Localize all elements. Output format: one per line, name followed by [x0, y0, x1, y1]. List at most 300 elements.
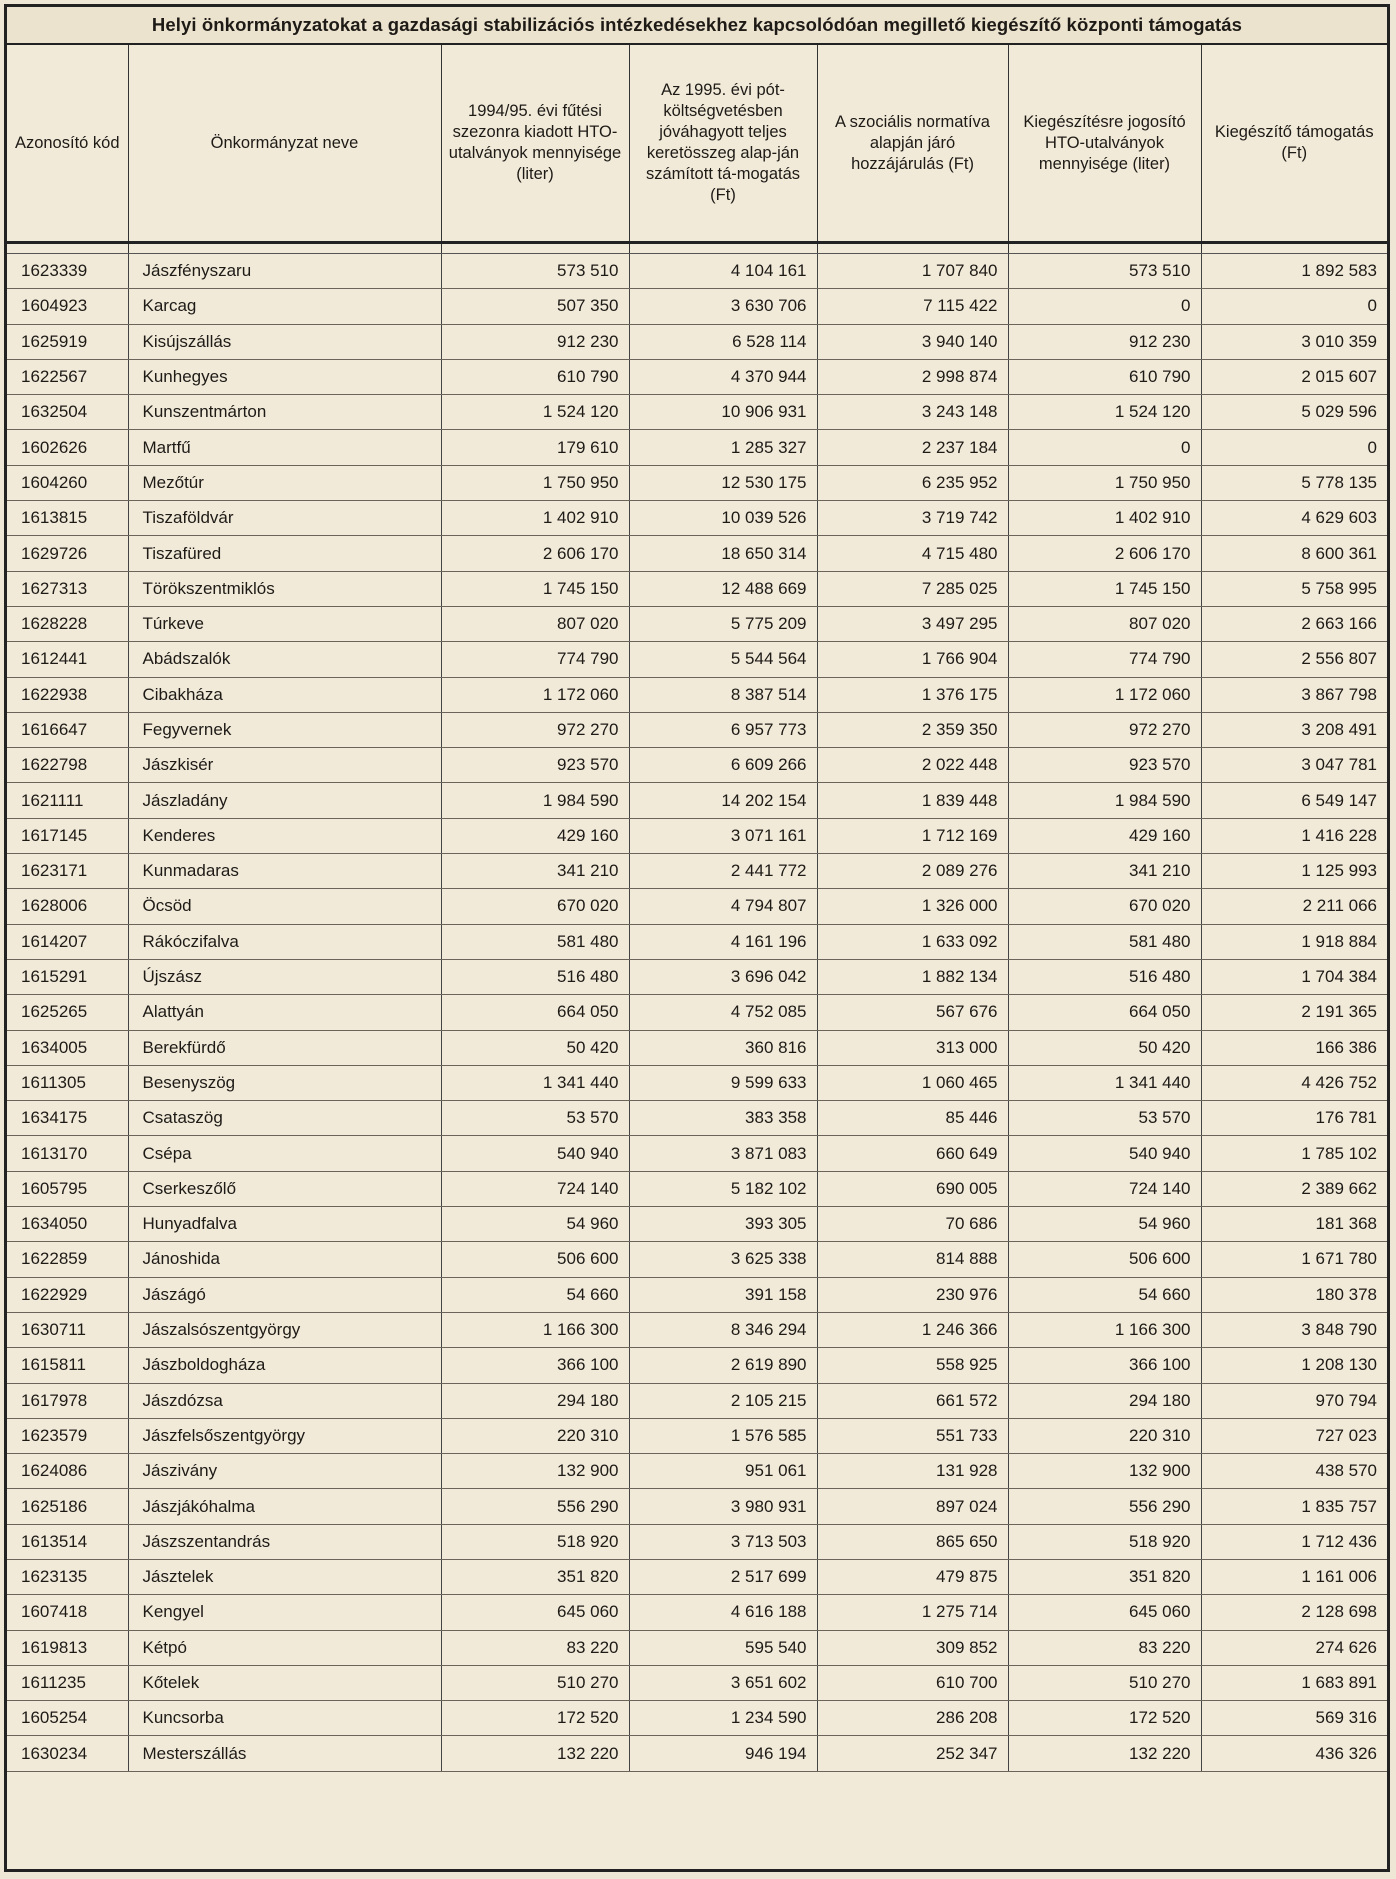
- cell-szocialis: 2 237 184: [817, 430, 1008, 465]
- cell-kiegeszito: 2 128 698: [1201, 1595, 1387, 1630]
- cell-jogosito-liter: 53 570: [1008, 1101, 1201, 1136]
- cell-name: Kuncsorba: [128, 1701, 441, 1736]
- cell-jogosito-liter: 774 790: [1008, 642, 1201, 677]
- cell-jogosito-liter: 341 210: [1008, 854, 1201, 889]
- cell-hto-liter: 807 020: [441, 606, 629, 641]
- cell-id: 1605795: [7, 1171, 128, 1206]
- cell-hto-liter: 670 020: [441, 889, 629, 924]
- cell-name: Mezőtúr: [128, 465, 441, 500]
- cell-name: Jászfényszaru: [128, 254, 441, 289]
- cell-kiegeszito: 3 010 359: [1201, 324, 1387, 359]
- cell-jogosito-liter: 1 750 950: [1008, 465, 1201, 500]
- cell-id: 1622929: [7, 1277, 128, 1312]
- cell-hto-liter: 556 290: [441, 1489, 629, 1524]
- table-row: [7, 1701, 1387, 1736]
- cell-id: 1623339: [7, 254, 128, 289]
- cell-hto-liter: 724 140: [441, 1171, 629, 1206]
- cell-kiegeszito: 2 015 607: [1201, 359, 1387, 394]
- cell-id: 1614207: [7, 924, 128, 959]
- cell-name: Újszász: [128, 959, 441, 994]
- cell-id: 1623579: [7, 1418, 128, 1453]
- cell-hto-liter: 573 510: [441, 254, 629, 289]
- cell-name: Kengyel: [128, 1595, 441, 1630]
- cell-kiegeszito: 1 918 884: [1201, 924, 1387, 959]
- cell-kiegeszito: 180 378: [1201, 1277, 1387, 1312]
- table-row: [7, 1418, 1387, 1453]
- cell-id: 1628228: [7, 606, 128, 641]
- cell-hto-liter: 132 900: [441, 1454, 629, 1489]
- cell-tamogatas: 383 358: [629, 1101, 817, 1136]
- cell-id: 1625919: [7, 324, 128, 359]
- cell-kiegeszito: 0: [1201, 430, 1387, 465]
- cell-name: Jászboldogháza: [128, 1348, 441, 1383]
- cell-id: 1611235: [7, 1665, 128, 1700]
- cell-kiegeszito: 438 570: [1201, 1454, 1387, 1489]
- cell-hto-liter: 540 940: [441, 1136, 629, 1171]
- cell-id: 1630711: [7, 1312, 128, 1347]
- cell-jogosito-liter: 1 745 150: [1008, 571, 1201, 606]
- cell-id: 1629726: [7, 536, 128, 571]
- cell-szocialis: 2 359 350: [817, 712, 1008, 747]
- cell-tamogatas: 5 544 564: [629, 642, 817, 677]
- cell-hto-liter: 132 220: [441, 1736, 629, 1771]
- cell-kiegeszito: 1 208 130: [1201, 1348, 1387, 1383]
- cell-tamogatas: 2 105 215: [629, 1383, 817, 1418]
- cell-name: Abádszalók: [128, 642, 441, 677]
- cell-name: Kőtelek: [128, 1665, 441, 1700]
- cell-szocialis: 3 497 295: [817, 606, 1008, 641]
- cell-id: 1624086: [7, 1454, 128, 1489]
- cell-szocialis: 1 275 714: [817, 1595, 1008, 1630]
- cell-szocialis: 814 888: [817, 1242, 1008, 1277]
- cell-jogosito-liter: 1 524 120: [1008, 395, 1201, 430]
- cell-jogosito-liter: 923 570: [1008, 748, 1201, 783]
- cell-kiegeszito: 3 047 781: [1201, 748, 1387, 783]
- cell-hto-liter: 1 984 590: [441, 783, 629, 818]
- cell-jogosito-liter: 518 920: [1008, 1524, 1201, 1559]
- cell-hto-liter: 610 790: [441, 359, 629, 394]
- table-row: [7, 818, 1387, 853]
- table-row: [7, 1489, 1387, 1524]
- cell-szocialis: 610 700: [817, 1665, 1008, 1700]
- table-row: [7, 1207, 1387, 1242]
- cell-kiegeszito: 6 549 147: [1201, 783, 1387, 818]
- cell-name: Kunszentmárton: [128, 395, 441, 430]
- cell-szocialis: 2 998 874: [817, 359, 1008, 394]
- header-kiegeszitesre-jogosito: Kiegészítésre jogosító HTO-utalványok mennyisége (liter): [1008, 45, 1201, 243]
- header-kiegeszito-tamogatas: Kiegészítő támogatás (Ft): [1201, 45, 1387, 243]
- table-row: [7, 395, 1387, 430]
- cell-jogosito-liter: 540 940: [1008, 1136, 1201, 1171]
- cell-hto-liter: 1 402 910: [441, 501, 629, 536]
- cell-hto-liter: 53 570: [441, 1101, 629, 1136]
- cell-jogosito-liter: 912 230: [1008, 324, 1201, 359]
- cell-kiegeszito: 1 683 891: [1201, 1665, 1387, 1700]
- cell-szocialis: 558 925: [817, 1348, 1008, 1383]
- cell-kiegeszito: 1 161 006: [1201, 1559, 1387, 1594]
- cell-kiegeszito: 4 629 603: [1201, 501, 1387, 536]
- cell-hto-liter: 507 350: [441, 289, 629, 324]
- cell-hto-liter: 972 270: [441, 712, 629, 747]
- cell-name: Berekfürdő: [128, 1030, 441, 1065]
- cell-kiegeszito: 1 671 780: [1201, 1242, 1387, 1277]
- cell-tamogatas: 3 071 161: [629, 818, 817, 853]
- cell-name: Kunmadaras: [128, 854, 441, 889]
- cell-kiegeszito: 5 778 135: [1201, 465, 1387, 500]
- cell-hto-liter: 664 050: [441, 995, 629, 1030]
- cell-name: Jászdózsa: [128, 1383, 441, 1418]
- cell-szocialis: 3 719 742: [817, 501, 1008, 536]
- cell-hto-liter: 510 270: [441, 1665, 629, 1700]
- cell-kiegeszito: 3 867 798: [1201, 677, 1387, 712]
- cell-hto-liter: 54 960: [441, 1207, 629, 1242]
- cell-tamogatas: 1 234 590: [629, 1701, 817, 1736]
- cell-tamogatas: 4 370 944: [629, 359, 817, 394]
- cell-id: 1607418: [7, 1595, 128, 1630]
- table-row: [7, 501, 1387, 536]
- table-row: [7, 1136, 1387, 1171]
- cell-kiegeszito: 1 125 993: [1201, 854, 1387, 889]
- cell-tamogatas: 10 906 931: [629, 395, 817, 430]
- data-table: [7, 45, 1387, 1772]
- table-row: [7, 1312, 1387, 1347]
- cell-szocialis: 1 376 175: [817, 677, 1008, 712]
- cell-tamogatas: 18 650 314: [629, 536, 817, 571]
- cell-jogosito-liter: 366 100: [1008, 1348, 1201, 1383]
- cell-id: 1621111: [7, 783, 128, 818]
- table-row: [7, 712, 1387, 747]
- table-row: [7, 1559, 1387, 1594]
- table-row: [7, 1242, 1387, 1277]
- cell-id: 1622938: [7, 677, 128, 712]
- table-row: [7, 1171, 1387, 1206]
- cell-hto-liter: 351 820: [441, 1559, 629, 1594]
- cell-id: 1612441: [7, 642, 128, 677]
- cell-jogosito-liter: 724 140: [1008, 1171, 1201, 1206]
- cell-kiegeszito: 1 712 436: [1201, 1524, 1387, 1559]
- cell-name: Hunyadfalva: [128, 1207, 441, 1242]
- cell-szocialis: 313 000: [817, 1030, 1008, 1065]
- cell-kiegeszito: 1 892 583: [1201, 254, 1387, 289]
- cell-kiegeszito: 436 326: [1201, 1736, 1387, 1771]
- table-row: [7, 1277, 1387, 1312]
- cell-id: 1632504: [7, 395, 128, 430]
- cell-szocialis: 2 089 276: [817, 854, 1008, 889]
- document-page: [4, 4, 1390, 1872]
- cell-hto-liter: 506 600: [441, 1242, 629, 1277]
- cell-jogosito-liter: 2 606 170: [1008, 536, 1201, 571]
- table-row: [7, 1595, 1387, 1630]
- cell-hto-liter: 341 210: [441, 854, 629, 889]
- cell-tamogatas: 6 957 773: [629, 712, 817, 747]
- cell-szocialis: 85 446: [817, 1101, 1008, 1136]
- cell-szocialis: 7 115 422: [817, 289, 1008, 324]
- cell-szocialis: 1 882 134: [817, 959, 1008, 994]
- cell-jogosito-liter: 132 900: [1008, 1454, 1201, 1489]
- cell-name: Kenderes: [128, 818, 441, 853]
- table-row: [7, 254, 1387, 289]
- cell-jogosito-liter: 645 060: [1008, 1595, 1201, 1630]
- cell-name: Öcsöd: [128, 889, 441, 924]
- cell-hto-liter: 179 610: [441, 430, 629, 465]
- cell-tamogatas: 595 540: [629, 1630, 817, 1665]
- cell-kiegeszito: 3 848 790: [1201, 1312, 1387, 1347]
- cell-id: 1622798: [7, 748, 128, 783]
- cell-tamogatas: 4 794 807: [629, 889, 817, 924]
- cell-id: 1634050: [7, 1207, 128, 1242]
- cell-tamogatas: 4 752 085: [629, 995, 817, 1030]
- cell-name: Kétpó: [128, 1630, 441, 1665]
- cell-szocialis: 1 707 840: [817, 254, 1008, 289]
- cell-id: 1617978: [7, 1383, 128, 1418]
- cell-jogosito-liter: 1 166 300: [1008, 1312, 1201, 1347]
- cell-jogosito-liter: 1 341 440: [1008, 1065, 1201, 1100]
- cell-szocialis: 3 940 140: [817, 324, 1008, 359]
- cell-name: Karcag: [128, 289, 441, 324]
- cell-id: 1611305: [7, 1065, 128, 1100]
- table-row: [7, 571, 1387, 606]
- cell-id: 1622859: [7, 1242, 128, 1277]
- cell-szocialis: 70 686: [817, 1207, 1008, 1242]
- cell-jogosito-liter: 1 172 060: [1008, 677, 1201, 712]
- table-row: [7, 748, 1387, 783]
- cell-id: 1623171: [7, 854, 128, 889]
- cell-jogosito-liter: 132 220: [1008, 1736, 1201, 1771]
- cell-szocialis: 567 676: [817, 995, 1008, 1030]
- cell-jogosito-liter: 54 660: [1008, 1277, 1201, 1312]
- cell-szocialis: 3 243 148: [817, 395, 1008, 430]
- cell-kiegeszito: 2 211 066: [1201, 889, 1387, 924]
- cell-tamogatas: 9 599 633: [629, 1065, 817, 1100]
- cell-tamogatas: 391 158: [629, 1277, 817, 1312]
- cell-hto-liter: 774 790: [441, 642, 629, 677]
- cell-szocialis: 865 650: [817, 1524, 1008, 1559]
- table-row: [7, 1524, 1387, 1559]
- table-row: [7, 924, 1387, 959]
- cell-tamogatas: 3 871 083: [629, 1136, 817, 1171]
- cell-tamogatas: 8 346 294: [629, 1312, 817, 1347]
- table-row: [7, 1030, 1387, 1065]
- cell-hto-liter: 645 060: [441, 1595, 629, 1630]
- table-header: [7, 45, 1387, 243]
- cell-szocialis: 1 633 092: [817, 924, 1008, 959]
- table-row: [7, 430, 1387, 465]
- table-body: [7, 254, 1387, 1772]
- cell-name: Jászladány: [128, 783, 441, 818]
- table-row: [7, 889, 1387, 924]
- cell-kiegeszito: 8 600 361: [1201, 536, 1387, 571]
- cell-szocialis: 7 285 025: [817, 571, 1008, 606]
- cell-jogosito-liter: 610 790: [1008, 359, 1201, 394]
- cell-kiegeszito: 1 785 102: [1201, 1136, 1387, 1171]
- cell-name: Martfű: [128, 430, 441, 465]
- cell-id: 1630234: [7, 1736, 128, 1771]
- cell-tamogatas: 3 980 931: [629, 1489, 817, 1524]
- cell-jogosito-liter: 510 270: [1008, 1665, 1201, 1700]
- cell-id: 1605254: [7, 1701, 128, 1736]
- cell-szocialis: 661 572: [817, 1383, 1008, 1418]
- cell-kiegeszito: 274 626: [1201, 1630, 1387, 1665]
- cell-jogosito-liter: 670 020: [1008, 889, 1201, 924]
- cell-name: Rákóczifalva: [128, 924, 441, 959]
- cell-hto-liter: 172 520: [441, 1701, 629, 1736]
- cell-id: 1602626: [7, 430, 128, 465]
- cell-name: Csataszög: [128, 1101, 441, 1136]
- cell-tamogatas: 2 517 699: [629, 1559, 817, 1594]
- cell-szocialis: 1 712 169: [817, 818, 1008, 853]
- cell-kiegeszito: 4 426 752: [1201, 1065, 1387, 1100]
- cell-jogosito-liter: 351 820: [1008, 1559, 1201, 1594]
- cell-jogosito-liter: 1 402 910: [1008, 501, 1201, 536]
- cell-szocialis: 479 875: [817, 1559, 1008, 1594]
- cell-kiegeszito: 1 835 757: [1201, 1489, 1387, 1524]
- cell-id: 1622567: [7, 359, 128, 394]
- cell-szocialis: 230 976: [817, 1277, 1008, 1312]
- cell-jogosito-liter: 573 510: [1008, 254, 1201, 289]
- table-row: [7, 324, 1387, 359]
- cell-kiegeszito: 181 368: [1201, 1207, 1387, 1242]
- header-szocialis-hozzajarulas: A szociális normatíva alapján járó hozzájárulás (Ft): [817, 45, 1008, 243]
- cell-id: 1634175: [7, 1101, 128, 1136]
- cell-name: Jászágó: [128, 1277, 441, 1312]
- cell-kiegeszito: 176 781: [1201, 1101, 1387, 1136]
- cell-name: Jászivány: [128, 1454, 441, 1489]
- cell-hto-liter: 429 160: [441, 818, 629, 853]
- cell-jogosito-liter: 0: [1008, 430, 1201, 465]
- cell-tamogatas: 6 609 266: [629, 748, 817, 783]
- cell-kiegeszito: 2 556 807: [1201, 642, 1387, 677]
- cell-kiegeszito: 2 663 166: [1201, 606, 1387, 641]
- cell-kiegeszito: 5 029 596: [1201, 395, 1387, 430]
- cell-hto-liter: 50 420: [441, 1030, 629, 1065]
- cell-jogosito-liter: 294 180: [1008, 1383, 1201, 1418]
- table-row: [7, 854, 1387, 889]
- table-row: [7, 995, 1387, 1030]
- cell-hto-liter: 516 480: [441, 959, 629, 994]
- cell-kiegeszito: 1 416 228: [1201, 818, 1387, 853]
- cell-name: Jánoshida: [128, 1242, 441, 1277]
- cell-kiegeszito: 166 386: [1201, 1030, 1387, 1065]
- header-gap: [7, 243, 1387, 254]
- cell-jogosito-liter: 0: [1008, 289, 1201, 324]
- cell-szocialis: 551 733: [817, 1418, 1008, 1453]
- cell-tamogatas: 10 039 526: [629, 501, 817, 536]
- cell-jogosito-liter: 506 600: [1008, 1242, 1201, 1277]
- cell-id: 1617145: [7, 818, 128, 853]
- cell-szocialis: 660 649: [817, 1136, 1008, 1171]
- cell-name: Jászkisér: [128, 748, 441, 783]
- cell-id: 1615811: [7, 1348, 128, 1383]
- cell-jogosito-liter: 807 020: [1008, 606, 1201, 641]
- cell-id: 1613815: [7, 501, 128, 536]
- cell-jogosito-liter: 429 160: [1008, 818, 1201, 853]
- cell-szocialis: 252 347: [817, 1736, 1008, 1771]
- cell-szocialis: 131 928: [817, 1454, 1008, 1489]
- cell-name: Tiszafüred: [128, 536, 441, 571]
- cell-id: 1623135: [7, 1559, 128, 1594]
- cell-kiegeszito: 5 758 995: [1201, 571, 1387, 606]
- cell-hto-liter: 54 660: [441, 1277, 629, 1312]
- cell-kiegeszito: 1 704 384: [1201, 959, 1387, 994]
- cell-jogosito-liter: 556 290: [1008, 1489, 1201, 1524]
- cell-name: Mesterszállás: [128, 1736, 441, 1771]
- header-azonosito-kod: Azonosító kód: [7, 45, 128, 243]
- cell-tamogatas: 5 182 102: [629, 1171, 817, 1206]
- cell-hto-liter: 220 310: [441, 1418, 629, 1453]
- cell-name: Kisújszállás: [128, 324, 441, 359]
- header-hto-mennyiseg: 1994/95. évi fűtési szezonra kiadott HTO-utalványok mennyisége (liter): [441, 45, 629, 243]
- cell-tamogatas: 3 713 503: [629, 1524, 817, 1559]
- cell-jogosito-liter: 220 310: [1008, 1418, 1201, 1453]
- cell-jogosito-liter: 50 420: [1008, 1030, 1201, 1065]
- cell-id: 1616647: [7, 712, 128, 747]
- cell-jogosito-liter: 172 520: [1008, 1701, 1201, 1736]
- cell-tamogatas: 4 616 188: [629, 1595, 817, 1630]
- cell-szocialis: 1 246 366: [817, 1312, 1008, 1347]
- cell-hto-liter: 581 480: [441, 924, 629, 959]
- cell-hto-liter: 923 570: [441, 748, 629, 783]
- cell-hto-liter: 2 606 170: [441, 536, 629, 571]
- cell-name: Fegyvernek: [128, 712, 441, 747]
- cell-szocialis: 1 060 465: [817, 1065, 1008, 1100]
- cell-szocialis: 1 326 000: [817, 889, 1008, 924]
- cell-name: Jászjákóhalma: [128, 1489, 441, 1524]
- table-row: [7, 359, 1387, 394]
- cell-tamogatas: 393 305: [629, 1207, 817, 1242]
- table-row: [7, 536, 1387, 571]
- table-row: [7, 1630, 1387, 1665]
- table-row: [7, 642, 1387, 677]
- cell-kiegeszito: 0: [1201, 289, 1387, 324]
- cell-tamogatas: 4 161 196: [629, 924, 817, 959]
- cell-jogosito-liter: 516 480: [1008, 959, 1201, 994]
- cell-szocialis: 897 024: [817, 1489, 1008, 1524]
- cell-szocialis: 4 715 480: [817, 536, 1008, 571]
- cell-tamogatas: 951 061: [629, 1454, 817, 1489]
- table-row: [7, 606, 1387, 641]
- cell-hto-liter: 1 750 950: [441, 465, 629, 500]
- cell-name: Jásztelek: [128, 1559, 441, 1594]
- cell-jogosito-liter: 54 960: [1008, 1207, 1201, 1242]
- cell-name: Besenyszög: [128, 1065, 441, 1100]
- cell-name: Tiszaföldvár: [128, 501, 441, 536]
- cell-szocialis: 6 235 952: [817, 465, 1008, 500]
- table-row: [7, 1736, 1387, 1771]
- cell-tamogatas: 360 816: [629, 1030, 817, 1065]
- cell-hto-liter: 83 220: [441, 1630, 629, 1665]
- cell-hto-liter: 1 341 440: [441, 1065, 629, 1100]
- cell-kiegeszito: 3 208 491: [1201, 712, 1387, 747]
- cell-tamogatas: 12 530 175: [629, 465, 817, 500]
- cell-szocialis: 1 766 904: [817, 642, 1008, 677]
- cell-tamogatas: 2 619 890: [629, 1348, 817, 1383]
- cell-tamogatas: 6 528 114: [629, 324, 817, 359]
- cell-name: Jászfelsőszentgyörgy: [128, 1418, 441, 1453]
- cell-hto-liter: 1 172 060: [441, 677, 629, 712]
- table-row: [7, 783, 1387, 818]
- table-title: Helyi önkormányzatokat a gazdasági stabilizációs intézkedésekhez kapcsolódóan megillető kiegészítő központi támogatás: [7, 7, 1387, 45]
- cell-id: 1613170: [7, 1136, 128, 1171]
- cell-tamogatas: 3 696 042: [629, 959, 817, 994]
- cell-id: 1625265: [7, 995, 128, 1030]
- table-row: [7, 289, 1387, 324]
- cell-kiegeszito: 727 023: [1201, 1418, 1387, 1453]
- cell-jogosito-liter: 83 220: [1008, 1630, 1201, 1665]
- cell-tamogatas: 946 194: [629, 1736, 817, 1771]
- cell-id: 1619813: [7, 1630, 128, 1665]
- cell-tamogatas: 12 488 669: [629, 571, 817, 606]
- cell-szocialis: 1 839 448: [817, 783, 1008, 818]
